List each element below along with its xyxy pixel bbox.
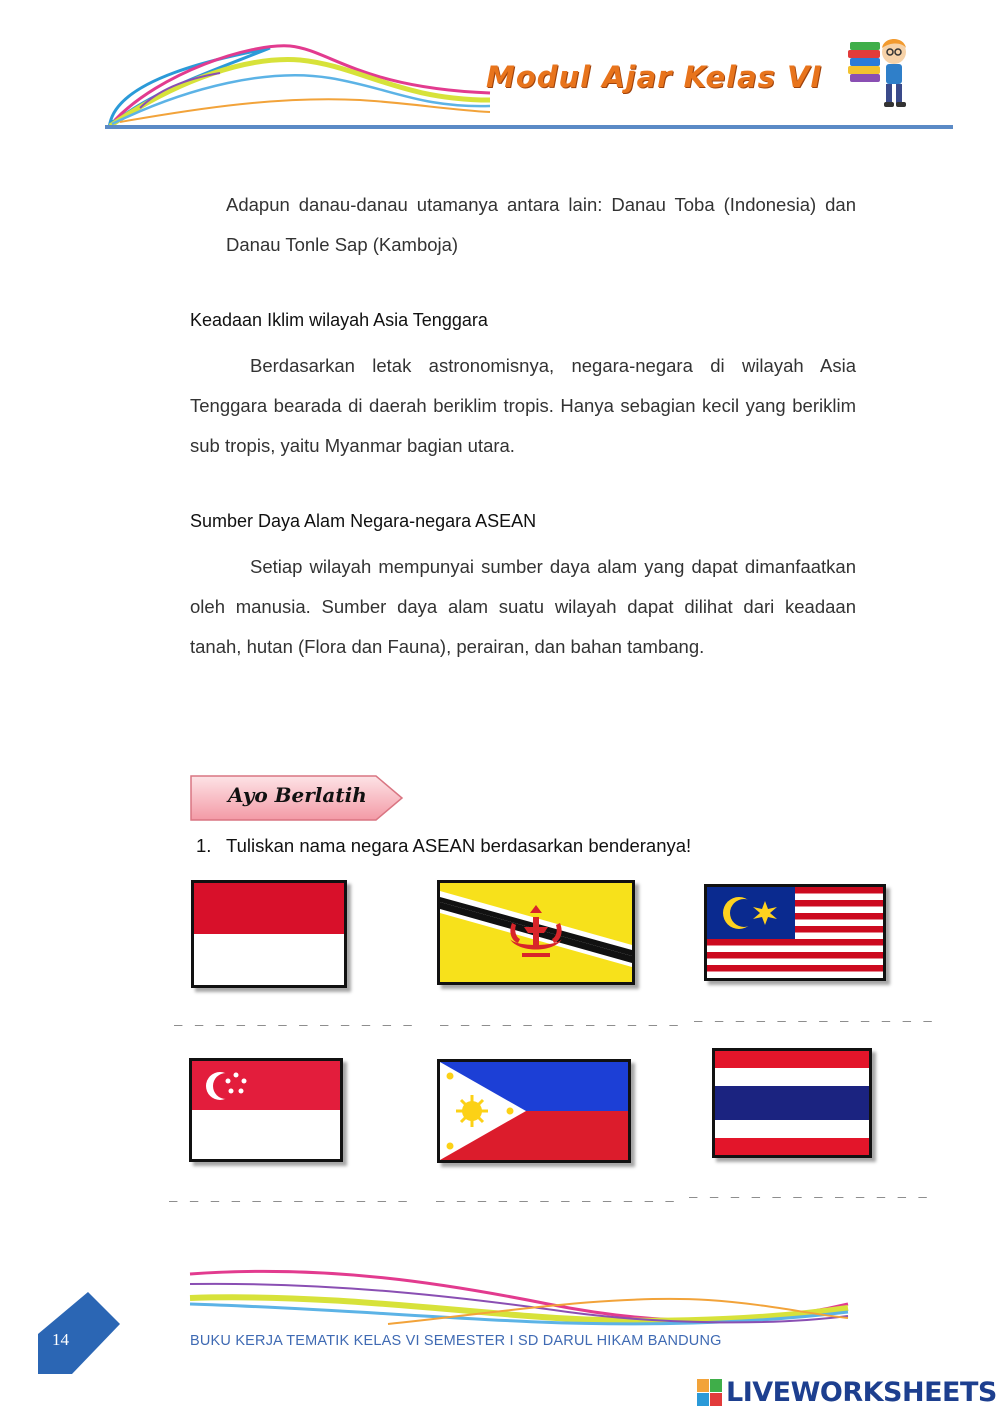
climate-paragraph: Berdasarkan letak astronomisnya, negara-negara di wilayah Asia Tenggara bearada di daerah beriklim tropis. Hanya sebagian kecil yang beriklim sub tropis, yaitu Myanmar bagian utara.	[190, 355, 856, 456]
singapore-flag	[189, 1058, 343, 1162]
malaysia-flag	[704, 884, 886, 981]
exercise-banner-label: Ayo Berlatih	[228, 783, 367, 807]
header-rule	[105, 125, 953, 129]
answer-blank-6[interactable]: _ _ _ _ _ _ _ _ _ _ _ _	[689, 1182, 929, 1198]
answer-blank-1[interactable]: _ _ _ _ _ _ _ _ _ _ _ _	[174, 1010, 414, 1026]
header-title: Modul Ajar Kelas VI	[486, 60, 823, 94]
liveworksheets-watermark[interactable]: LIVEWORKSHEETS	[726, 1377, 997, 1408]
philippines-flag	[437, 1059, 631, 1163]
resources-heading: Sumber Daya Alam Negara-negara ASEAN	[190, 511, 537, 531]
thailand-flag	[712, 1048, 872, 1158]
answer-blank-2[interactable]: _ _ _ _ _ _ _ _ _ _ _ _	[440, 1010, 680, 1026]
answer-blank-4[interactable]: _ _ _ _ _ _ _ _ _ _ _ _	[169, 1186, 409, 1202]
header-swoosh-decoration	[100, 38, 500, 130]
answer-blank-5[interactable]: _ _ _ _ _ _ _ _ _ _ _ _	[436, 1186, 676, 1202]
brunei-flag	[437, 880, 635, 985]
question-number: 1.	[196, 835, 212, 856]
question-text: Tuliskan nama negara ASEAN berdasarkan benderanya!	[226, 835, 692, 856]
page-number: 14	[52, 1330, 69, 1349]
footer-swoosh-decoration	[188, 1264, 852, 1336]
student-with-books-illustration	[846, 36, 918, 110]
lakes-paragraph: Adapun danau-danau utamanya antara lain: Danau Toba (Indonesia) dan Danau Tonle Sap (Kamboja)	[226, 194, 856, 255]
page-number-tab	[36, 1290, 122, 1376]
indonesia-flag	[191, 880, 347, 988]
answer-blank-3[interactable]: _ _ _ _ _ _ _ _ _ _ _ _	[694, 1006, 934, 1022]
question-1	[196, 835, 691, 857]
resources-paragraph: Setiap wilayah mempunyai sumber daya alam yang dapat dimanfaatkan oleh manusia. Sumber daya alam suatu wilayah dapat dilihat dari keadaan tanah, hutan (Flora dan Fauna), perairan, dan bahan tambang.	[190, 556, 856, 657]
liveworksheets-logo-icon	[697, 1378, 723, 1408]
footer-book-title: BUKU KERJA TEMATIK KELAS VI SEMESTER I SD DARUL HIKAM BANDUNG	[190, 1333, 722, 1349]
climate-heading: Keadaan Iklim wilayah Asia Tenggara	[190, 310, 488, 330]
